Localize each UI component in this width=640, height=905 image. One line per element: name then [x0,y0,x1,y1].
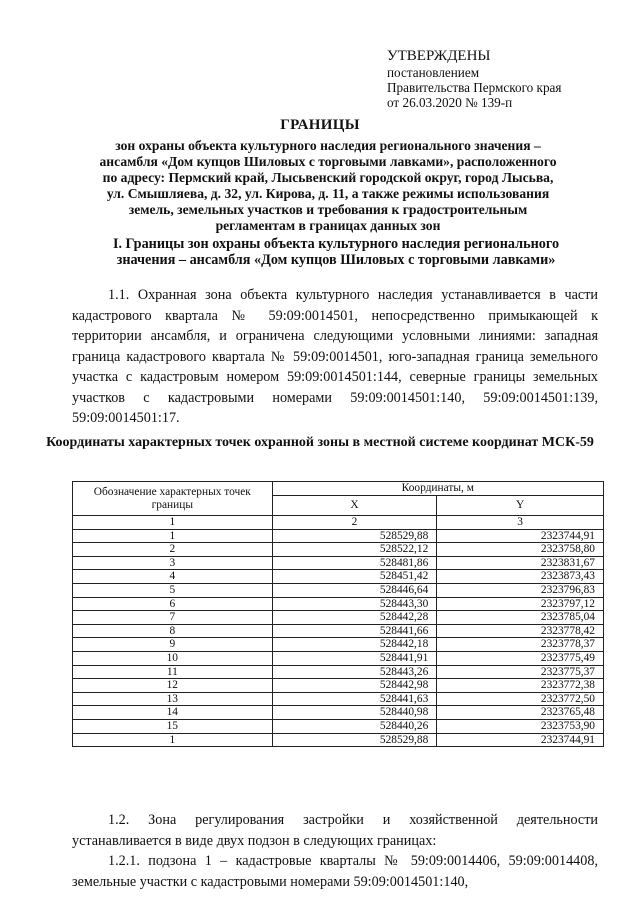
point-cell: 1 [73,529,273,543]
approval-line: от 26.03.2020 № 139-п [387,95,513,110]
table-row [73,692,604,706]
header-coordinates: Координаты, м [272,482,603,496]
table-row [73,719,604,733]
table-row [73,583,604,597]
point-cell: 2 [73,543,273,557]
approval-heading: УТВЕРЖДЕНЫ [387,48,491,64]
paragraph-1-2-1: 1.2.1. подзона 1 – кадастровые кварталы № 59:09:0014406, 59:09:0014408, земельные участки с кадастровыми номерами 59:09:0014501:140, [72,853,598,890]
table-row [73,597,604,611]
x-cell: 528451,42 [272,570,437,584]
y-cell: 2323831,67 [437,556,604,570]
table-row [73,543,604,557]
coordinates-table [72,481,604,747]
point-cell: 15 [73,719,273,733]
x-cell: 528440,98 [272,706,437,720]
table-row [73,651,604,665]
y-cell: 2323775,49 [437,651,604,665]
header-point: Обозначение характерных точек границы [73,482,273,516]
y-cell: 2323758,80 [437,543,604,557]
x-cell: 528440,26 [272,719,437,733]
y-cell: 2323797,12 [437,597,604,611]
table-row [73,733,604,747]
column-index: 1 [73,516,273,530]
table-row [73,679,604,693]
header-y: Y [437,496,604,516]
approval-stamp [387,48,627,110]
x-cell: 528441,63 [272,692,437,706]
x-cell: 528529,88 [272,733,437,747]
table-row [73,624,604,638]
x-cell: 528441,66 [272,624,437,638]
y-cell: 2323778,37 [437,638,604,652]
x-cell: 528442,98 [272,679,437,693]
paragraph-1-1: 1.1. Охранная зона объекта культурного наследия устанавливается в части кадастрового квартала № 59:09:0014501, непосредственно примыкающей к территории ансамбля, и ограничена следующими условными линиями: западная граница кадастрового квартала № 59:09:0014501, юго-западная граница земельного участка с кадастровым номером 59:09:0014501:144, северные границы земельных участков с кадастровыми номерами 59:09:0014501:140, 59:09:0014501:139, 59:09:0014501:17. [72,287,598,426]
y-cell: 2323796,83 [437,583,604,597]
y-cell: 2323744,91 [437,529,604,543]
point-cell: 13 [73,692,273,706]
table-row [73,611,604,625]
y-cell: 2323753,90 [437,719,604,733]
x-cell: 528441,91 [272,651,437,665]
table-row [73,529,604,543]
x-cell: 528442,18 [272,638,437,652]
point-cell: 7 [73,611,273,625]
x-cell: 528443,26 [272,665,437,679]
point-cell: 3 [73,556,273,570]
point-cell: 6 [73,597,273,611]
y-cell: 2323772,38 [437,679,604,693]
table-row [73,638,604,652]
header-x: X [272,496,437,516]
y-cell: 2323873,43 [437,570,604,584]
x-cell: 528529,88 [272,529,437,543]
x-cell: 528443,30 [272,597,437,611]
point-cell: 9 [73,638,273,652]
y-cell: 2323775,37 [437,665,604,679]
y-cell: 2323778,42 [437,624,604,638]
x-cell: 528442,28 [272,611,437,625]
point-cell: 14 [73,706,273,720]
x-cell: 528446,64 [272,583,437,597]
column-index: 2 [272,516,437,530]
document-title: ГРАНИЦЫ [280,117,360,133]
y-cell: 2323785,04 [437,611,604,625]
approval-line: Правительства Пермского края [387,80,562,95]
y-cell: 2323744,91 [437,733,604,747]
point-cell: 1 [73,733,273,747]
y-cell: 2323765,48 [437,706,604,720]
table-row [73,706,604,720]
document-subtitle: зон охраны объекта культурного наследия регионального значения – ансамбля «Дом купцов Шиловых с торговыми лавками», расположенного по адресу: Пермский край, Лысьвенский городской округ, город Лысьва, ул. Смышляева, д. 32, ул. Кирова, д. 11, а также режимы использования земель, земельных участков и требования к градостроительным регламентам в границах данных зон [99,138,557,233]
point-cell: 8 [73,624,273,638]
table-title: Координаты характерных точек охранной зоны в местной системе координат МСК-59 [46,435,594,450]
table-row [73,556,604,570]
point-cell: 10 [73,651,273,665]
x-cell: 528481,86 [272,556,437,570]
point-cell: 5 [73,583,273,597]
column-index: 3 [437,516,604,530]
point-cell: 11 [73,665,273,679]
point-cell: 4 [73,570,273,584]
point-cell: 12 [73,679,273,693]
table-row [73,570,604,584]
section-heading: I. Границы зон охраны объекта культурного наследия регионального значения – ансамбля «Дом купцов Шиловых с торговыми лавками» [112,236,560,268]
table-row [73,665,604,679]
x-cell: 528522,12 [272,543,437,557]
y-cell: 2323772,50 [437,692,604,706]
paragraph-1-2: 1.2. Зона регулирования застройки и хозяйственной деятельности устанавливается в виде двух подзон в следующих границах: [72,812,598,849]
coordinates-body [73,529,604,747]
approval-line: постановлением [387,65,480,80]
